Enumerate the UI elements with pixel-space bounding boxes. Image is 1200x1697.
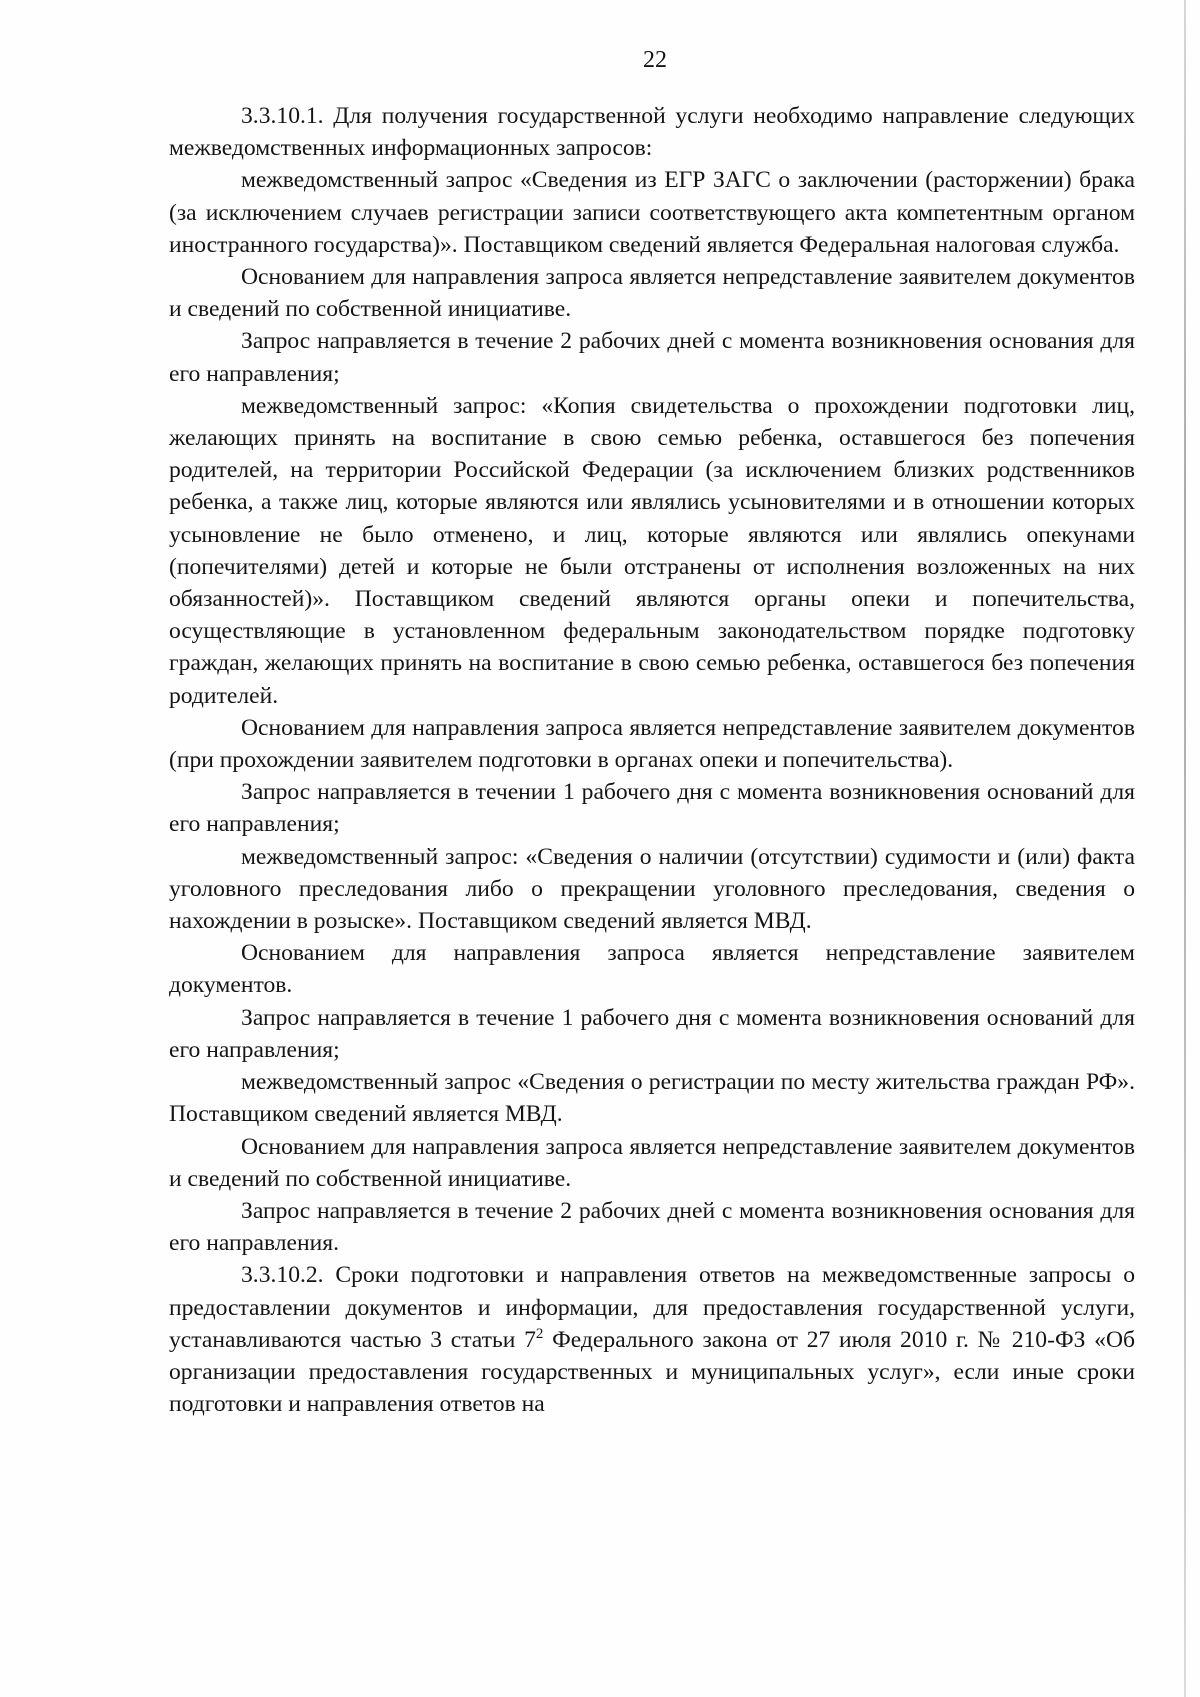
paragraph: Основанием для направления запроса является непредставление заявителем документов (при прохождении заявителем подготовки в органах опеки и попечительства). (169, 714, 1135, 774)
superscript: 2 (535, 1325, 544, 1342)
paragraph-last-text-continued: Федерального закона от 27 июля 2010 г. № 210-ФЗ «Об организации предоставления государственных и муниципальных услуг», если иные сроки подготовки и направления ответов на (169, 1326, 1135, 1418)
paragraph: межведомственный запрос: «Сведения о наличии (отсутствии) судимости и (или) факта уголовного преследования либо о прекращении уголовного преследования, сведения о нахождении в розыске». Поставщиком сведений является МВД. (169, 843, 1135, 935)
paragraph: Основанием для направления запроса является непредставление заявителем документов. (169, 940, 1135, 999)
paragraph: Запрос направляется в течение 1 рабочего дня с момента возникновения оснований для его направления; (169, 1004, 1135, 1063)
paragraph: Основанием для направления запроса является непредставление заявителем документов и сведений по собственной инициативе. (169, 1133, 1135, 1192)
paragraph: Запрос направляется в течение 2 рабочих дней с момента возникновения основания для его направления; (169, 328, 1135, 387)
paragraph: межведомственный запрос «Сведения о регистрации по месту жительства граждан РФ». Поставщиком сведений является МВД. (169, 1069, 1135, 1128)
paragraph-last-text: 3.3.10.2. Сроки подготовки и направления ответов на межведомственные запросы о предоставлении документов и информации, для предоставления государственной услуги, устанавливаются частью 3 статьи 7 (169, 1262, 1135, 1353)
scan-edge-shadow (1184, 0, 1186, 1697)
paragraph: межведомственный запрос «Сведения из ЕГР ЗАГС о заключении (расторжении) брака (за исключением случаев регистрации записи соответствующего акта компетентным органом иностранного государства)». Поставщиком сведений является Федеральная налоговая служба. (169, 167, 1135, 258)
paragraph: 3.3.10.1. Для получения государственной услуги необходимо направление следующих межведомственных информационных запросов: (169, 103, 1135, 162)
page-number: 22 (643, 47, 667, 73)
document-body (169, 100, 1135, 1420)
paragraph: Основанием для направления запроса является непредставление заявителем документов и сведений по собственной инициативе. (169, 264, 1135, 323)
paragraph: межведомственный запрос: «Копия свидетельства о прохождении подготовки лиц, желающих принять на воспитание в свою семью ребенка, оставшегося без попечения родителей, на территории Российской Федерации (за исключением близких родственников ребенка, а также лиц, которые являются или являлись усыновителями и в отношении которых усыновление не было отменено, и лиц, которые являются или являлись опекунами (попечителями) детей и которые не были отстранены от исполнения возложенных на них обязанностей)». Поставщиком сведений являются органы опеки и попечительства, осуществляющие в установленном федеральным законодательством порядке подготовку граждан, желающих принять на воспитание в свою семью ребенка, оставшегося без попечения родителей. (169, 392, 1135, 709)
paragraph: Запрос направляется в течение 2 рабочих дней с момента возникновения основания для его направления. (169, 1197, 1135, 1257)
paragraph-last (169, 1259, 1135, 1420)
paragraph: Запрос направляется в течении 1 рабочего дня с момента возникновения оснований для его направления; (169, 779, 1135, 838)
